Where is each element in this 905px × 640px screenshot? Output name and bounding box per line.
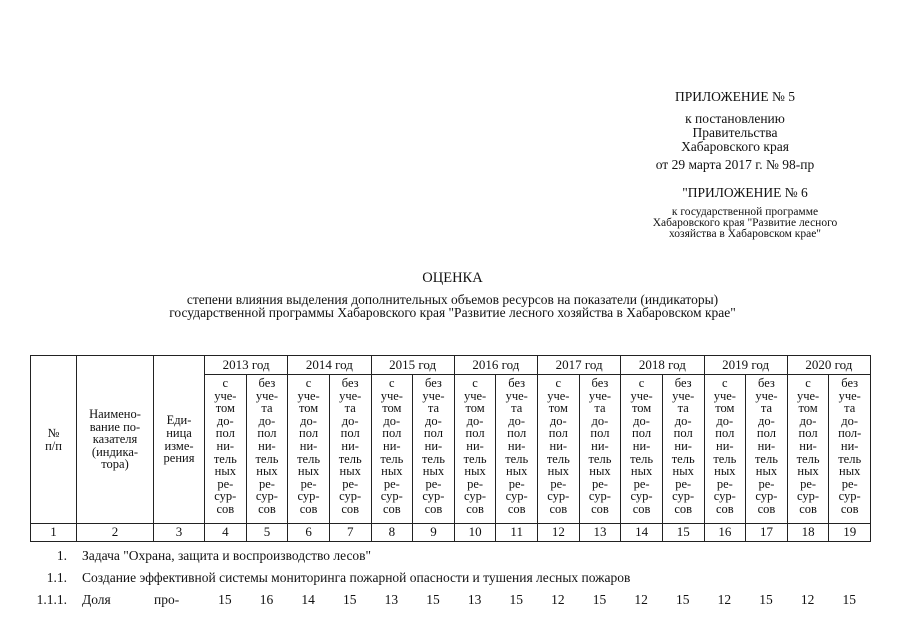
subheader-line: ных (797, 464, 819, 479)
subheader-line: сов (466, 501, 484, 516)
subheader-line: до- (591, 413, 609, 428)
subheader-line: ных (755, 464, 778, 479)
column-number: 9 (413, 524, 455, 542)
subheader-line: ни- (466, 438, 484, 453)
subheader-line: сов (216, 501, 235, 516)
subheader-line: до- (300, 413, 317, 428)
subheader-line: том (548, 401, 568, 416)
column-number: 15 (662, 524, 704, 542)
year-header: 2020 год (787, 356, 870, 375)
subheader-line: том (298, 401, 319, 416)
subheader-line: до- (508, 413, 526, 428)
subheader-line: та (760, 401, 773, 416)
subheader-line: ных (506, 464, 528, 479)
subheader-line: с (222, 376, 229, 390)
header-unit-line: рения (163, 451, 195, 466)
subheader-line: пол (507, 426, 527, 441)
subheader-line: ни- (341, 438, 359, 453)
subheader-line: без (674, 376, 692, 390)
subheader-line: ни- (383, 438, 401, 453)
year-header: 2017 год (538, 356, 621, 375)
subheader-with-resources (538, 375, 580, 524)
subheader-line: тель (255, 451, 279, 466)
subheader-line: тель (297, 451, 321, 466)
row-value: 12 (634, 592, 648, 607)
subheader-line: ре- (591, 476, 608, 491)
subheader-line: тель (713, 451, 737, 466)
subheader-line: до- (341, 413, 359, 428)
subheader-line: с (722, 376, 728, 390)
appendix-6-line1: к государственной программе (671, 206, 819, 218)
subheader-line: уче- (505, 388, 528, 403)
subheader-line: тель (380, 451, 404, 466)
subheader-line: сур- (672, 489, 695, 504)
subheader-line: сур- (464, 489, 487, 504)
subheader-line: до- (216, 413, 234, 428)
subheader-without-resources (662, 375, 704, 524)
subheader-without-resources (496, 375, 538, 524)
subheader-line: сов (258, 501, 276, 516)
subheader-without-resources (579, 375, 621, 524)
subheader-line: ре- (758, 476, 775, 491)
subheader-with-resources (288, 375, 330, 524)
subheader-line: пол (257, 426, 277, 441)
subheader-line: с (305, 376, 312, 390)
row-value: 15 (218, 592, 232, 607)
subheader-line: ре- (258, 476, 275, 491)
row-value: 15 (342, 592, 357, 607)
year-header: 2015 год (371, 356, 454, 375)
column-number: 11 (496, 524, 538, 542)
appendix-5-line1: к постановлению (685, 111, 785, 126)
table-row-indicator (30, 592, 870, 608)
header-number-line: п/п (45, 438, 62, 453)
subheader-line: пол (673, 426, 693, 441)
subheader-line: ре- (342, 476, 359, 491)
subheader-line: та (594, 401, 606, 416)
subheader-line: ни- (757, 438, 776, 453)
subheader-line: ни- (216, 438, 235, 453)
subheader-line: ре- (841, 476, 858, 491)
subheader-without-resources (413, 375, 455, 524)
subheader-line: уче- (339, 388, 362, 403)
subheader-line: без (341, 376, 359, 390)
subheader-line: до- (466, 413, 484, 428)
subheader-line: тель (838, 451, 862, 466)
column-number: 16 (704, 524, 746, 542)
subheader-line: ных (547, 464, 569, 479)
subheader-line: том (798, 401, 818, 416)
document-subtitle-line2: государственной программы Хабаровского края "Развитие лесного хозяйства в Хабаровском крае" (169, 305, 736, 320)
subheader-line: ни- (632, 438, 651, 453)
subheader-line: уче- (838, 388, 861, 403)
subheader-line: сур- (380, 489, 403, 504)
subheader-line: уче- (214, 388, 237, 403)
subheader-line: без (508, 376, 526, 390)
document-heading (40, 272, 865, 319)
subheader-line: уче- (297, 388, 320, 403)
column-number: 7 (329, 524, 371, 542)
header-indicator-name (77, 356, 154, 524)
subheader-line: сов (591, 501, 609, 516)
subheader-with-resources (371, 375, 413, 524)
subheader-line: с (805, 376, 811, 390)
subheader-line: сов (632, 501, 651, 516)
subheader-line: до- (633, 413, 650, 428)
subheader-line: пол (215, 426, 235, 441)
header-name-line: (индика- (91, 444, 139, 459)
subheader-without-resources (329, 375, 371, 524)
row-text: Доля (82, 592, 111, 607)
subheader-line: пол (590, 426, 610, 441)
subheader-line: уче- (672, 388, 695, 403)
subheader-line: сур- (755, 489, 778, 504)
subheader-line: пол (632, 426, 652, 441)
subheader-line: до- (549, 413, 567, 428)
subheader-line: до- (716, 413, 734, 428)
subheader-line: с (638, 376, 645, 390)
subheader-line: ни- (674, 438, 692, 453)
subheader-line: ре- (800, 476, 817, 491)
column-number: 12 (538, 524, 580, 542)
subheader-line: ре- (633, 476, 650, 491)
appendix-5-line3: Хабаровского края (681, 139, 789, 154)
document-title: ОЦЕНКА (422, 270, 483, 286)
subheader-line: с (389, 376, 395, 390)
year-header: 2019 год (704, 356, 787, 375)
row-value: 14 (301, 592, 315, 607)
appendix-6-line3: хозяйства в Хабаровском крае" (669, 228, 821, 240)
subheader-line: ных (256, 464, 278, 479)
subheader-line: сов (299, 501, 318, 516)
subheader-line: ре- (508, 476, 525, 491)
subheader-line: сов (424, 501, 443, 516)
subheader-line: ре- (300, 476, 317, 491)
subheader-line: том (215, 401, 235, 416)
subheader-line: с (555, 376, 562, 390)
subheader-line: пол (382, 426, 402, 441)
subheader-line: сур- (838, 489, 861, 504)
year-header: 2016 год (454, 356, 537, 375)
header-unit-line: ница (166, 425, 192, 440)
subheader-line: уче- (380, 388, 403, 403)
column-number: 2 (77, 524, 154, 542)
column-number: 14 (621, 524, 663, 542)
subheader-line: ни- (258, 438, 276, 453)
row-text: Задача "Охрана, защита и воспроизводство лесов" (82, 548, 372, 563)
subheader-line: ных (714, 464, 736, 479)
appendix-6-line2: Хабаровского края "Развитие лесного (652, 217, 838, 229)
subheader-line: сур- (713, 489, 736, 504)
subheader-line: без (841, 376, 859, 390)
subheader-line: пол (715, 426, 735, 441)
subheader-line: тель (213, 451, 237, 466)
appendix-6-title: "ПРИЛОЖЕНИЕ № 6 (682, 185, 808, 200)
subheader-with-resources (205, 375, 247, 524)
subheader-line: ни- (591, 438, 609, 453)
subheader-line: сур- (255, 489, 278, 504)
subheader-line: без (758, 376, 775, 390)
column-number: 6 (288, 524, 330, 542)
subheader-line: сов (674, 501, 693, 516)
subheader-line: без (591, 376, 609, 390)
header-number (31, 356, 77, 524)
subheader-line: та (844, 401, 856, 416)
subheader-with-resources (704, 375, 746, 524)
subheader-line: уче- (713, 388, 736, 403)
subheader-line: до- (383, 413, 401, 428)
subheader-line: сур- (630, 489, 653, 504)
row-value: 12 (717, 592, 732, 607)
header-unit-line: изме- (164, 438, 194, 453)
subheader-line: уче- (422, 388, 445, 403)
subheader-line: тель (421, 451, 445, 466)
subheader-line: пол (756, 426, 776, 441)
subheader-line: сур- (588, 489, 611, 504)
subheader-line: сов (757, 501, 776, 516)
row-unit: про- (154, 592, 180, 607)
subheader-line: ных (839, 464, 861, 479)
row-value: 15 (426, 592, 440, 607)
subheader-line: уче- (255, 388, 279, 403)
subheader-line: ре- (716, 476, 733, 491)
subheader-line: сов (840, 501, 859, 516)
subheader-line: пол (465, 426, 485, 441)
subheader-line: сов (799, 501, 817, 516)
subheader-line: ных (464, 464, 486, 479)
subheader-line: ных (589, 464, 611, 479)
subheader-line: уче- (463, 388, 487, 403)
subheader-line: ре- (217, 476, 234, 491)
subheader-line: том (715, 401, 735, 416)
subheader-line: сов (549, 501, 568, 516)
subheader-line: тель (505, 451, 529, 466)
row-value: 15 (592, 592, 607, 607)
header-unit (154, 356, 205, 524)
row-value: 15 (675, 592, 690, 607)
row-value: 16 (259, 592, 274, 607)
subheader-line: ни- (549, 438, 568, 453)
document-subtitle-line1: степени влияния выделения дополнительных объемов ресурсов на показатели (индикаторы) (186, 292, 719, 307)
subheader-line: сур- (547, 489, 570, 504)
column-number: 17 (746, 524, 788, 542)
row-value: 13 (384, 592, 399, 607)
subheader-line: ных (297, 464, 320, 479)
row-text: Создание эффективной системы мониторинга пожарной опасности и тушения лесных пожаров (82, 570, 631, 585)
subheader-line: том (382, 401, 402, 416)
row-value: 15 (842, 592, 856, 607)
column-number: 5 (246, 524, 288, 542)
subheader-line: том (631, 401, 652, 416)
year-header: 2014 год (288, 356, 371, 375)
column-number: 19 (829, 524, 871, 542)
subheader-line: сур- (505, 489, 528, 504)
subheader-line: та (261, 401, 273, 416)
subheader-line: тель (796, 451, 820, 466)
subheader-without-resources (246, 375, 288, 524)
subheader-line: до- (758, 413, 775, 428)
subheader-line: тель (546, 451, 570, 466)
subheader-without-resources (746, 375, 788, 524)
row-value: 13 (467, 592, 482, 607)
header-name-line: вание по- (89, 419, 141, 434)
subheader-with-resources (787, 375, 829, 524)
indicators-table (30, 355, 871, 542)
subheader-line: ни- (840, 438, 859, 453)
subheader-line: тель (754, 451, 778, 466)
subheader-line: та (427, 401, 440, 416)
subheader-line: до- (841, 413, 859, 428)
subheader-line: сур- (214, 489, 237, 504)
subheader-line: тель (338, 451, 362, 466)
subheader-line: ных (381, 464, 403, 479)
subheader-line: тель (588, 451, 612, 466)
header-unit-line: Еди- (166, 413, 192, 428)
subheader-line: до- (799, 413, 817, 428)
subheader-line: том (465, 401, 485, 416)
subheader-line: ре- (383, 476, 400, 491)
column-number: 8 (371, 524, 413, 542)
subheader-line: та (677, 401, 689, 416)
subheader-line: уче- (755, 388, 778, 403)
column-number: 1 (31, 524, 77, 542)
row-value: 15 (509, 592, 523, 607)
subheader-line: сур- (797, 489, 820, 504)
row-value: 12 (551, 592, 565, 607)
header-name-line: Наимено- (89, 407, 141, 422)
subheader-line: сов (341, 501, 360, 516)
subheader-line: тель (463, 451, 487, 466)
subheader-line: пол (798, 426, 818, 441)
column-number: 10 (454, 524, 496, 542)
row-value: 12 (800, 592, 815, 607)
appendix-5-line2: Правительства (692, 125, 778, 140)
subheader-line: сур- (297, 489, 320, 504)
subheader-line: ни- (799, 438, 817, 453)
subheader-line: сов (715, 501, 734, 516)
subheader-line: сур- (422, 489, 445, 504)
row-code: 1. (56, 548, 67, 563)
subheader-line: с (472, 376, 478, 390)
year-header: 2013 год (205, 356, 288, 375)
row-code: 1.1. (46, 570, 67, 585)
subheader-with-resources (621, 375, 663, 524)
subheader-line: уче- (630, 388, 653, 403)
subheader-line: ни- (716, 438, 734, 453)
subheader-line: ных (672, 464, 694, 479)
column-number: 18 (787, 524, 829, 542)
subheader-line: тель (671, 451, 695, 466)
subheader-line: пол (299, 426, 319, 441)
subheader-line: тель (630, 451, 654, 466)
subheader-line: без (425, 376, 442, 390)
subheader-line: ни- (424, 438, 443, 453)
subheader-line: ре- (550, 476, 567, 491)
appendix-5-line4: от 29 марта 2017 г. № 98-пр (655, 157, 815, 172)
subheader-line: ре- (425, 476, 442, 491)
appendix-6-header (630, 186, 860, 240)
subheader-line: ре- (467, 476, 484, 491)
subheader-line: до- (674, 413, 692, 428)
column-number: 13 (579, 524, 621, 542)
header-name-line: тора) (101, 457, 129, 472)
subheader-line: та (511, 401, 523, 416)
subheader-line: уче- (547, 388, 570, 403)
subheader-line: пол (548, 426, 568, 441)
subheader-line: ни- (507, 438, 526, 453)
subheader-line: пол (423, 426, 443, 441)
subheader-line: до- (425, 413, 442, 428)
subheader-line: та (344, 401, 356, 416)
subheader-line: сов (382, 501, 401, 516)
subheader-line: пол (340, 426, 360, 441)
subheader-line: уче- (588, 388, 612, 403)
subheader-without-resources (829, 375, 871, 524)
header-number-line: № (47, 425, 60, 440)
year-header: 2018 год (621, 356, 704, 375)
appendix-5-header (640, 90, 830, 172)
subheader-line: сов (507, 501, 526, 516)
row-code: 1.1.1. (36, 592, 67, 607)
subheader-line: до- (258, 413, 276, 428)
subheader-with-resources (454, 375, 496, 524)
appendix-5-title: ПРИЛОЖЕНИЕ № 5 (674, 89, 796, 104)
subheader-line: без (258, 376, 276, 390)
subheader-line: пол- (838, 426, 862, 441)
row-value: 15 (759, 592, 773, 607)
subheader-line: ни- (299, 438, 318, 453)
subheader-line: ных (630, 464, 653, 479)
subheader-line: ных (214, 464, 236, 479)
subheader-line: уче- (796, 388, 820, 403)
subheader-line: ных (422, 464, 445, 479)
header-name-line: казателя (92, 432, 138, 447)
subheader-line: ре- (675, 476, 692, 491)
subheader-line: ных (339, 464, 361, 479)
column-number: 4 (205, 524, 247, 542)
column-number: 3 (154, 524, 205, 542)
subheader-line: сур- (339, 489, 362, 504)
